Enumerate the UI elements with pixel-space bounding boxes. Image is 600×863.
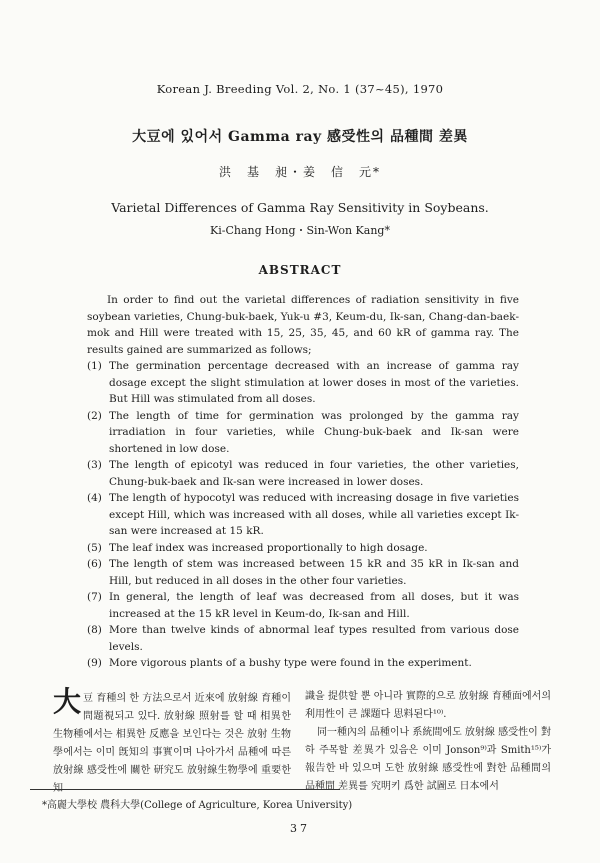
result-item — [87, 556, 519, 589]
result-text: The leaf index was increased proportionally to high dosage. — [109, 541, 428, 554]
result-number: (1) — [87, 360, 102, 372]
english-authors: Ki-Chang Hong・Sin-Won Kang* — [210, 224, 390, 237]
result-item — [87, 358, 519, 408]
result-item — [87, 655, 519, 672]
result-text: The length of stem was increased between 15 kR and 35 kR in Ik-san and Hill, but reduced in all doses in the other four varieties. — [109, 558, 519, 587]
result-number: (5) — [87, 541, 102, 554]
result-text: The length of time for germination was prolonged by the gamma ray irradiation in four varieties, while Chung-buk-baek and Ik-san were shortened in low dose. — [109, 409, 519, 455]
abstract-intro: In order to find out the varietal differences of radiation sensitivity in five soybean varieties, Chung-buk-baek, Yuk-u #3, Keum-du, Ik-san, Chang-dan-baek-mok and Hill were treated with 15, 25, 35, 45, and 60 kR of gamma ray. The results gained are summarized as follows; — [87, 294, 519, 356]
result-item — [87, 540, 519, 557]
korean-title: 大豆에 있어서 Gamma ray 感受性의 品種間 差異 — [132, 129, 468, 145]
drop-cap: 大 — [53, 685, 82, 718]
abstract-body — [87, 292, 519, 672]
body-right-paragraph-1: 識을 提供할 뿐 아니라 實際的으로 放射線 育種面에서의 利用性이 큰 課題다 思料된다¹⁰⁾. — [305, 691, 551, 720]
result-number: (7) — [87, 591, 102, 603]
body-right-paragraph-2: 同一種內의 品種이나 系統間에도 放射線 感受性이 對하 주목할 差異가 있음은 이미 Jonson⁹⁾과 Smith¹⁵⁾가 報告한 바 있으며 도한 放射線 感受性에 對한 品種間의 品種間 差異를 究明키 爲한 試圖로 日本에서 — [305, 727, 551, 792]
result-item — [87, 589, 519, 622]
abstract-heading: ABSTRACT — [258, 263, 342, 277]
result-number: (4) — [87, 492, 102, 504]
result-number: (9) — [87, 657, 102, 669]
english-title: Varietal Differences of Gamma Ray Sensitivity in Soybeans. — [111, 200, 489, 215]
body-column-left — [53, 685, 291, 798]
result-item — [87, 622, 519, 655]
results-list — [87, 358, 519, 672]
result-text: More than twelve kinds of abnormal leaf types resulted from various dose levels. — [109, 624, 519, 653]
body-left-text: 豆 育種의 한 方法으로서 近來에 放射線 育種이 問題視되고 있다. 放射線 照射를 할 때 相異한 生物種에서는 相異한 反應을 보인다는 것은 放射 生物學에서는 이미 旣知의 事實이며 나아가서 品種에 따른 放射線 感受性에 關한 研究도 放射線生物學에 重要한 知 — [53, 693, 291, 794]
result-number: (8) — [87, 624, 102, 636]
result-item — [87, 490, 519, 540]
footnote: *高麗大學校 農科大學(College of Agriculture, Korea University) — [42, 800, 353, 811]
result-text: The length of hypocotyl was reduced with increasing dosage in five varieties except Hill, which was increased with all doses, while all varieties except Ik-san were increased at 15 kR. — [109, 492, 519, 537]
result-number: (6) — [87, 558, 102, 570]
result-item — [87, 457, 519, 490]
result-text: More vigorous plants of a bushy type were found in the experiment. — [109, 657, 472, 669]
body-column-right — [305, 688, 551, 796]
korean-authors: 洪 基 昶・姜 信 元* — [218, 165, 381, 179]
result-text: In general, the length of leaf was decreased from all doses, but it was increased at the 15 kR level in Keum-do, Ik-san and Hill. — [109, 591, 519, 620]
result-item — [87, 408, 519, 458]
result-text: The germination percentage decreased with an increase of gamma ray dosage except the slight stimulation at lower doses in most of the varieties. But Hill was stimulated from all doses. — [109, 360, 519, 405]
result-number: (3) — [87, 459, 102, 471]
result-number: (2) — [87, 409, 102, 422]
result-text: The length of epicotyl was reduced in four varieties, the other varieties, Chung-buk-baek and Ik-san were increased in lower doses. — [109, 459, 519, 488]
journal-citation: Korean J. Breeding Vol. 2, No. 1 (37~45), 1970 — [156, 82, 444, 96]
footnote-divider — [30, 789, 340, 790]
page-number: 37 — [290, 822, 310, 835]
